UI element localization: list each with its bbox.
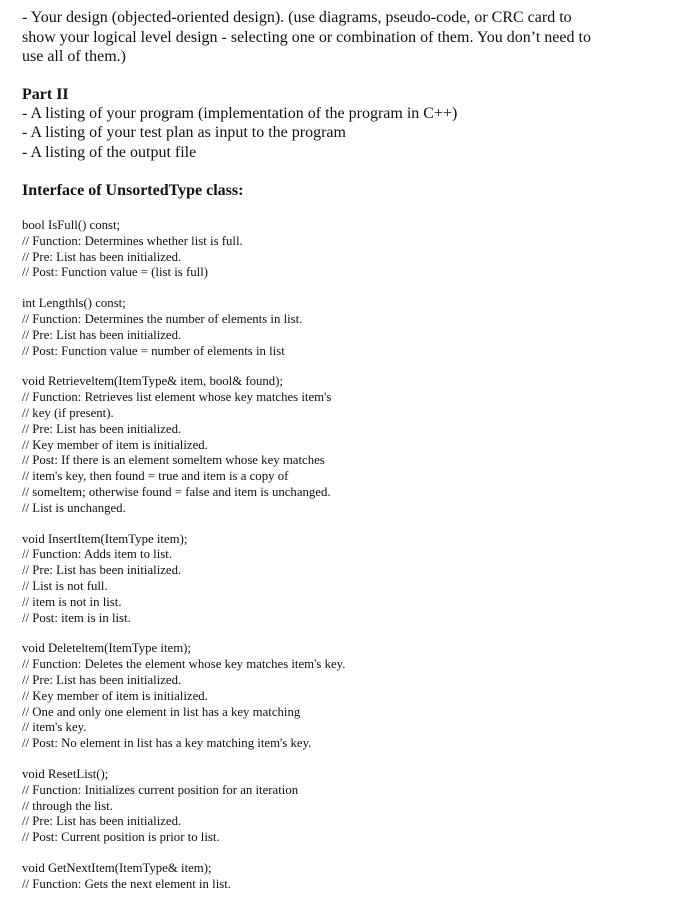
method-comment: // Post: No element in list has a key matching item's key. [22, 736, 312, 751]
part-two-item: - A listing of the output file [22, 143, 197, 161]
method-comment: // Key member of item is initialized. [22, 437, 208, 452]
method-comment: // Key member of item is initialized. [22, 688, 208, 703]
method-comment: // Pre: List has been initialized. [22, 327, 182, 342]
method-comment: // Function: Initializes current position for an iteration [22, 782, 299, 797]
interface-blocks [22, 218, 662, 892]
method-comment: // someltem; otherwise found = false and item is unchanged. [22, 484, 331, 499]
method-comment: // Pre: List has been initialized. [22, 672, 182, 687]
method-comment: // Function: Adds item to list. [22, 547, 173, 562]
method-comment: // Function: Deletes the element whose key matches item's key. [22, 657, 346, 672]
document-page [22, 8, 662, 907]
part-two-section [22, 85, 662, 163]
method-signature: void Deleteltem(ItemType item); [22, 641, 191, 656]
method-block-length [22, 296, 662, 359]
method-comment: // through the list. [22, 798, 113, 813]
part-two-item: - A listing of your program (implementation of the program in C++) [22, 104, 458, 122]
method-signature: void GetNextItem(ItemType& item); [22, 860, 212, 875]
method-comment: // Function: Determines whether list is full. [22, 233, 243, 248]
method-comment: // Pre: List has been initialized. [22, 421, 182, 436]
method-comment: // item is not in list. [22, 594, 122, 609]
method-signature: void InsertItem(ItemType item); [22, 531, 188, 546]
interface-heading: Interface of UnsortedType class: [22, 182, 244, 199]
method-block-retrieve [22, 374, 662, 516]
part-two-heading: Part II [22, 85, 69, 103]
intro-line: use all of them.) [22, 48, 126, 65]
method-comment: // One and only one element in list has a key matching [22, 704, 301, 719]
intro-line: show your logical level design - selecting one or combination of them. You don’t need to [22, 28, 591, 46]
method-comment: // Post: Function value = (list is full) [22, 265, 209, 280]
method-comment: // Post: item is in list. [22, 610, 131, 625]
method-comment: // Function: Retrieves list element whose key matches item's [22, 390, 332, 405]
method-comment: // key (if present). [22, 405, 114, 420]
method-comment: // Function: Gets the next element in list. [22, 876, 231, 891]
method-comment: // Post: Function value = number of elements in list [22, 343, 285, 358]
method-block-getnext [22, 861, 662, 893]
method-signature: bool IsFull() const; [22, 218, 121, 232]
method-comment: // Post: Current position is prior to list. [22, 830, 220, 845]
part-two-item: - A listing of your test plan as input to the program [22, 124, 346, 141]
method-signature: int Lengthls() const; [22, 296, 126, 311]
method-comment: // List is unchanged. [22, 500, 126, 515]
method-block-reset [22, 767, 662, 846]
intro-line: - Your design (objected-oriented design). (use diagrams, pseudo-code, or CRC card to [22, 9, 572, 26]
method-signature: void Retrieveltem(ItemType& item, bool& found); [22, 374, 284, 389]
method-comment: // item's key. [22, 720, 87, 735]
method-comment: // List is not full. [22, 578, 108, 593]
intro-paragraph [22, 8, 662, 67]
method-block-delete [22, 641, 662, 752]
method-comment: // Post: If there is an element someltem whose key matches [22, 453, 325, 468]
method-comment: // item's key, then found = true and item is a copy of [22, 469, 289, 484]
method-comment: // Pre: List has been initialized. [22, 249, 182, 264]
method-signature: void ResetList(); [22, 766, 109, 781]
method-comment: // Pre: List has been initialized. [22, 563, 182, 578]
method-block-isfull [22, 218, 662, 281]
method-block-insert [22, 532, 662, 627]
method-comment: // Function: Determines the number of elements in list. [22, 311, 303, 326]
method-comment: // Pre: List has been initialized. [22, 814, 182, 829]
